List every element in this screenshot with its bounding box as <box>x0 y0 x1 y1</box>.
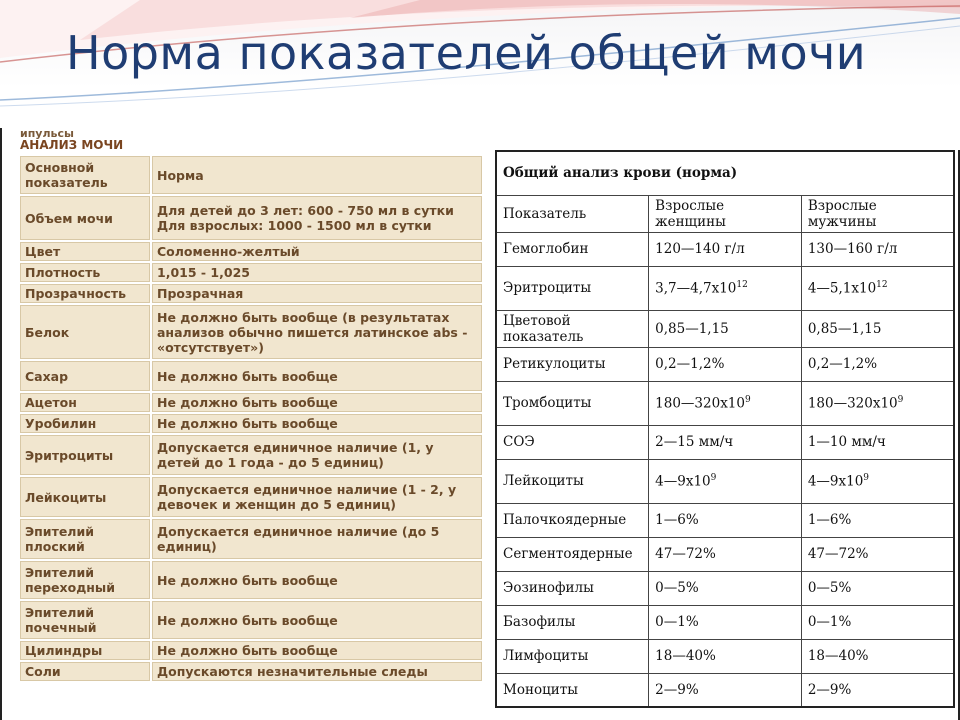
blood-analysis-table-image <box>495 150 960 720</box>
blood-caption: Общий анализ крови (норма) <box>496 151 954 195</box>
blood-women-cell <box>649 537 802 571</box>
blood-men-cell-value: 130—160 г/л <box>807 241 898 257</box>
blood-women-cell-value: 1—6% <box>655 512 699 528</box>
blood-women-cell-value: 18—40% <box>655 648 716 664</box>
blood-indicator-cell <box>496 266 649 310</box>
blood-header-row <box>496 195 954 232</box>
blood-women-cell-value: 180—320х10 <box>655 395 745 412</box>
urine-row <box>20 519 482 559</box>
urine-indicator-cell: Эпителий почечный <box>20 601 150 639</box>
blood-row <box>496 459 954 503</box>
blood-indicator-cell <box>496 537 649 571</box>
blood-women-cell <box>649 266 802 310</box>
blood-indicator-cell-value: Тромбоциты <box>503 395 592 411</box>
exponent: 9 <box>744 394 751 405</box>
blood-men-cell-value: 1—10 мм/ч <box>807 434 886 450</box>
blood-indicator-cell <box>496 310 649 347</box>
blood-indicator-cell <box>496 673 649 707</box>
blood-indicator-cell <box>496 347 649 381</box>
blood-men-cell <box>801 266 954 310</box>
blood-women-cell <box>649 571 802 605</box>
blood-row <box>496 266 954 310</box>
blood-indicator-cell <box>496 425 649 459</box>
blood-row <box>496 673 954 707</box>
blood-women-cell-value: 2—9% <box>655 681 699 698</box>
exponent: 12 <box>876 279 888 290</box>
urine-norm-cell: Допускается единичное наличие (до 5 единиц) <box>152 519 482 559</box>
urine-norm-cell: Не должно быть вообще <box>152 641 482 660</box>
urine-indicator-cell: Цилиндры <box>20 641 150 660</box>
urine-indicator-cell: Эритроциты <box>20 435 150 475</box>
blood-indicator-cell-value: Эритроциты <box>503 280 592 296</box>
slide-title: Норма показателей общей мочи <box>66 26 867 80</box>
urine-norm-cell: Не должно быть вообще <box>152 414 482 433</box>
blood-row <box>496 310 954 347</box>
blood-women-cell-value: 4—9х10 <box>655 473 711 490</box>
blood-indicator-cell <box>496 232 649 266</box>
blood-women-cell-value: 0,85—1,15 <box>655 320 729 337</box>
blood-row <box>496 347 954 381</box>
urine-norm-cell: Допускаются незначительные следы <box>152 662 482 681</box>
blood-caption-row <box>496 151 954 195</box>
urine-row <box>20 414 482 433</box>
urine-indicator-cell: Уробилин <box>20 414 150 433</box>
blood-women-cell <box>649 503 802 537</box>
blood-women-cell <box>649 605 802 639</box>
blood-indicator-cell-value: Лимфоциты <box>503 648 589 664</box>
blood-row <box>496 571 954 605</box>
exponent: 9 <box>710 472 717 483</box>
blood-indicator-cell-value: Цветовой показатель <box>503 312 584 345</box>
urine-row <box>20 393 482 412</box>
blood-men-cell <box>801 459 954 503</box>
urine-row <box>20 601 482 639</box>
blood-men-cell-value: 0—5% <box>807 580 852 596</box>
urine-norm-cell: Не должно быть вообще <box>152 361 482 391</box>
blood-men-cell <box>801 605 954 639</box>
urine-indicator-cell: Объем мочи <box>20 196 150 240</box>
urine-norm-cell: Не должно быть вообще (в результатах анализов обычно пишется латинское abs - «отсутствует») <box>152 305 482 359</box>
urine-norm-cell: Не должно быть вообще <box>152 601 482 639</box>
blood-row <box>496 425 954 459</box>
urine-indicator-cell: Белок <box>20 305 150 359</box>
blood-table <box>495 150 955 708</box>
urine-indicator-cell: Прозрачность <box>20 284 150 303</box>
left-edge-line <box>0 128 2 720</box>
urine-norm-cell: Соломенно-желтый <box>152 242 482 261</box>
blood-women-cell-value: 2—15 мм/ч <box>655 434 734 450</box>
blood-indicator-cell <box>496 571 649 605</box>
blood-indicator-cell-value: Гемоглобин <box>503 241 589 257</box>
blood-women-cell-value: 47—72% <box>655 546 716 562</box>
urine-caption-top: ипульсы <box>20 128 74 140</box>
urine-indicator-cell: Лейкоциты <box>20 477 150 517</box>
blood-header-cell: Взрослые мужчины <box>801 195 954 232</box>
blood-women-cell <box>649 425 802 459</box>
blood-men-cell <box>801 537 954 571</box>
urine-norm-cell: 1,015 - 1,025 <box>152 263 482 282</box>
blood-indicator-cell-value: Моноциты <box>503 681 578 698</box>
urine-norm-cell: Не должно быть вообще <box>152 393 482 412</box>
blood-indicator-cell-value: Эозинофилы <box>503 580 594 596</box>
blood-row <box>496 503 954 537</box>
blood-indicator-cell-value: Ретикулоциты <box>503 356 606 372</box>
urine-caption: АНАЛИЗ МОЧИ <box>20 138 124 152</box>
urine-row <box>20 284 482 303</box>
blood-indicator-cell <box>496 381 649 425</box>
blood-row <box>496 232 954 266</box>
blood-men-cell <box>801 381 954 425</box>
blood-women-cell <box>649 310 802 347</box>
urine-indicator-cell: Плотность <box>20 263 150 282</box>
blood-indicator-cell <box>496 503 649 537</box>
blood-men-cell <box>801 673 954 707</box>
urine-analysis-table-image <box>18 128 484 720</box>
blood-indicator-cell-value: СОЭ <box>503 434 535 450</box>
blood-men-cell-value: 4—9х10 <box>807 473 864 490</box>
blood-men-cell <box>801 503 954 537</box>
urine-indicator-cell: Эпителий переходный <box>20 561 150 599</box>
blood-indicator-cell-value: Сегментоядерные <box>503 546 633 562</box>
blood-women-cell-value: 0—5% <box>655 580 699 596</box>
blood-women-cell <box>649 347 802 381</box>
urine-table <box>18 154 484 683</box>
urine-norm-cell: Прозрачная <box>152 284 482 303</box>
blood-indicator-cell <box>496 639 649 673</box>
blood-women-cell-value: 0,2—1,2% <box>655 356 725 372</box>
blood-men-cell <box>801 571 954 605</box>
blood-women-cell-value: 120—140 г/л <box>655 241 745 257</box>
urine-indicator-cell: Соли <box>20 662 150 681</box>
blood-row <box>496 537 954 571</box>
urine-row <box>20 435 482 475</box>
blood-men-cell <box>801 310 954 347</box>
blood-men-cell-value: 47—72% <box>807 546 869 562</box>
blood-indicator-cell <box>496 605 649 639</box>
blood-women-cell <box>649 639 802 673</box>
blood-men-cell <box>801 347 954 381</box>
blood-women-cell <box>649 459 802 503</box>
urine-row <box>20 561 482 599</box>
blood-row <box>496 639 954 673</box>
urine-row <box>20 196 482 240</box>
blood-men-cell-value: 4—5,1х10 <box>807 280 877 297</box>
blood-indicator-cell-value: Палочкоядерные <box>503 512 627 528</box>
blood-header-cell: Показатель <box>496 195 649 232</box>
blood-row <box>496 605 954 639</box>
urine-row <box>20 242 482 261</box>
blood-indicator-cell-value: Базофилы <box>503 614 576 630</box>
blood-indicator-cell-value: Лейкоциты <box>503 473 584 489</box>
urine-row <box>20 662 482 681</box>
urine-row <box>20 641 482 660</box>
exponent: 12 <box>736 279 748 290</box>
urine-row <box>20 156 482 194</box>
blood-men-cell-value: 0,85—1,15 <box>807 320 882 337</box>
exponent: 9 <box>897 394 904 405</box>
blood-men-cell <box>801 232 954 266</box>
urine-indicator-cell: Сахар <box>20 361 150 391</box>
urine-indicator-cell: Эпителий плоский <box>20 519 150 559</box>
blood-men-cell-value: 2—9% <box>807 681 852 698</box>
urine-indicator-cell: Ацетон <box>20 393 150 412</box>
urine-row <box>20 477 482 517</box>
blood-women-cell-value: 3,7—4,7х10 <box>655 280 737 297</box>
urine-norm-cell: Допускается единичное наличие (1, у детей до 1 года - до 5 единиц) <box>152 435 482 475</box>
urine-norm-cell: Для детей до 3 лет: 600 - 750 мл в сутки Для взрослых: 1000 - 1500 мл в сутки <box>152 196 482 240</box>
blood-men-cell-value: 1—6% <box>807 512 852 528</box>
urine-indicator-cell: Цвет <box>20 242 150 261</box>
blood-women-cell-value: 0—1% <box>655 614 699 630</box>
blood-men-cell-value: 18—40% <box>807 648 869 664</box>
blood-men-cell <box>801 639 954 673</box>
blood-men-cell <box>801 425 954 459</box>
blood-row <box>496 381 954 425</box>
exponent: 9 <box>863 472 870 483</box>
urine-row <box>20 361 482 391</box>
blood-women-cell <box>649 232 802 266</box>
blood-women-cell <box>649 381 802 425</box>
blood-men-cell-value: 0,2—1,2% <box>807 356 878 372</box>
urine-norm-cell: Норма <box>152 156 482 194</box>
urine-row <box>20 263 482 282</box>
urine-row <box>20 305 482 359</box>
blood-men-cell-value: 180—320х10 <box>807 395 898 412</box>
urine-indicator-cell: Основной показатель <box>20 156 150 194</box>
blood-indicator-cell <box>496 459 649 503</box>
blood-men-cell-value: 0—1% <box>807 614 852 630</box>
urine-norm-cell: Не должно быть вообще <box>152 561 482 599</box>
blood-header-cell: Взрослые женщины <box>649 195 802 232</box>
urine-norm-cell: Допускается единичное наличие (1 - 2, у девочек и женщин до 5 единиц) <box>152 477 482 517</box>
blood-women-cell <box>649 673 802 707</box>
